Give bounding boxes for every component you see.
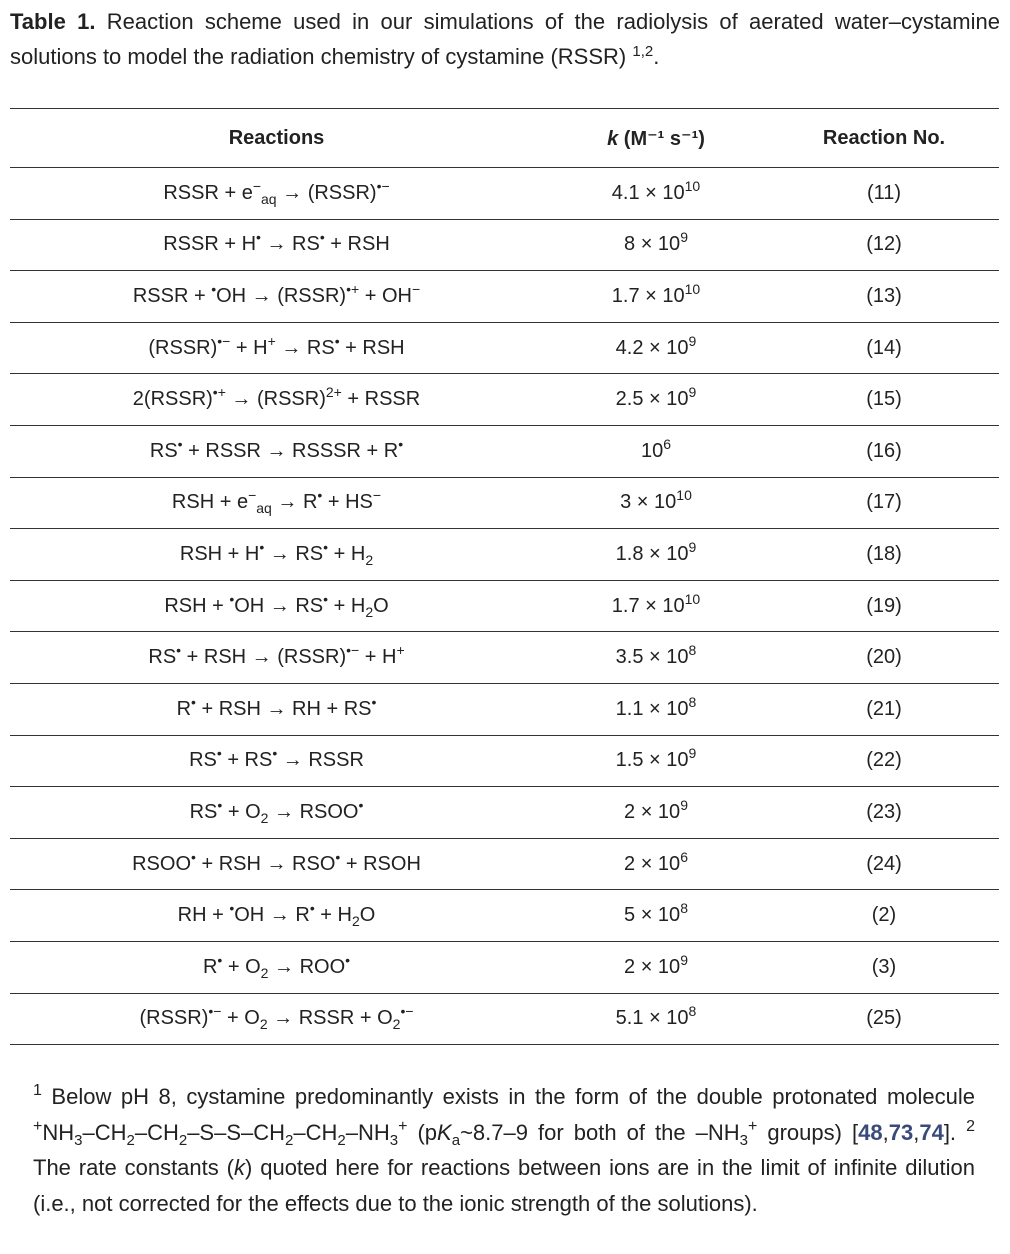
rate-mantissa: 3.5 × 10: [615, 646, 689, 669]
caption-text: Reaction scheme used in our simulations of the radiolysis of aerated water–cystamine solutions to model the radiation chemistry of cystamine (RSSR): [10, 9, 1000, 69]
rate-mantissa: 1.7 × 10: [611, 284, 685, 307]
reaction-number-cell: (12): [769, 219, 999, 271]
rate-exponent: 8: [688, 642, 697, 659]
table-row: [10, 993, 999, 1045]
rate-exponent: 10: [684, 280, 701, 297]
reaction-cell: RS• + RS• → RSSR: [10, 735, 543, 787]
header-k-symbol: k: [607, 127, 619, 150]
rate-constant-cell: [543, 425, 769, 477]
rate-constant-cell: [543, 735, 769, 787]
rate-mantissa: 1.1 × 10: [615, 697, 689, 720]
rate-exponent: 10: [684, 590, 701, 607]
header-rate-constant: [543, 109, 769, 168]
table-row: [10, 322, 999, 374]
rate-exponent: 6: [663, 435, 672, 452]
reaction-cell: R• + RSH → RH + RS•: [10, 683, 543, 735]
rate-constant-cell: [543, 683, 769, 735]
table-row: [10, 941, 999, 993]
rate-exponent: 9: [680, 796, 688, 813]
rate-mantissa: 1.5 × 10: [615, 749, 689, 772]
reaction-number-cell: (2): [769, 890, 999, 942]
rate-exponent: 6: [680, 848, 688, 865]
rate-mantissa: 2 × 10: [624, 955, 681, 978]
header-reactions: Reactions: [10, 109, 543, 168]
rate-mantissa: 1.8 × 10: [615, 542, 689, 565]
table-row: [10, 168, 999, 220]
table-row: [10, 838, 999, 890]
table-footnotes: $^1$ Below pH 8, cystamine predominantly exists in the form of the double protonated molecule $^+NH_3-CH_2-CH_2-S-S-CH_2-CH_2-NH_3^+$ ($pK_a\sim 8.7-9$ for both of the $-NH_3^+$ groups) [48,73,74]. $^2$ The rate constants (k) quoted here for reactions between ions are in the limit of infinite dilution (i.e., not corrected for the effects due to the ionic strength of the solutions).: [33, 1082, 975, 1216]
reaction-cell: (RSSR)•− + H+ → RS• + RSH: [10, 322, 543, 374]
rate-mantissa: 2 × 10: [624, 800, 681, 823]
reaction-cell: RSSR + H• → RS• + RSH: [10, 219, 543, 271]
reaction-number-cell: (20): [769, 632, 999, 684]
reaction-cell: RSH + $^•OH \to RS^• + H_2O$: [10, 580, 543, 632]
table-row: [10, 735, 999, 787]
rate-constant-cell: [543, 890, 769, 942]
table-label: Table 1.: [10, 9, 96, 34]
table-body: [10, 168, 999, 1045]
table-row: [10, 374, 999, 426]
rate-mantissa: 5 × 10: [624, 904, 681, 927]
rate-mantissa: 2.5 × 10: [615, 388, 689, 411]
table-row: [10, 580, 999, 632]
reaction-number-cell: (24): [769, 838, 999, 890]
reaction-number-cell: (13): [769, 271, 999, 323]
reaction-number-cell: (16): [769, 425, 999, 477]
table-row: [10, 477, 999, 529]
header-k-units: (M⁻¹ s⁻¹): [623, 127, 705, 150]
citation-link[interactable]: 48: [858, 1119, 883, 1145]
reaction-cell: RH + $^•OH \to R^• + H_2O$: [10, 890, 543, 942]
reaction-number-cell: (11): [769, 168, 999, 220]
table-row: [10, 890, 999, 942]
rate-exponent: 8: [688, 693, 697, 710]
rate-constant-cell: [543, 941, 769, 993]
reaction-number-cell: (14): [769, 322, 999, 374]
rate-exponent: 10: [676, 487, 692, 504]
reaction-cell: $RS^• + O_2$ → RSOO•: [10, 787, 543, 839]
rate-constant-cell: [543, 322, 769, 374]
rate-mantissa: 5.1 × 10: [615, 1007, 689, 1030]
rate-mantissa: 8 × 10: [624, 233, 681, 256]
reaction-number-cell: (23): [769, 787, 999, 839]
rate-exponent: 10: [684, 177, 701, 194]
rate-constant-cell: [543, 477, 769, 529]
reaction-number-cell: (22): [769, 735, 999, 787]
rate-exponent: 9: [680, 951, 688, 968]
rate-mantissa: 3 × 10: [620, 491, 677, 514]
rate-constant-cell: [543, 632, 769, 684]
table-header-row: [10, 109, 999, 168]
reaction-cell: RS• + RSH → (RSSR)•− + H+: [10, 632, 543, 684]
rate-exponent: 9: [688, 384, 697, 401]
citation-link[interactable]: 73: [888, 1119, 914, 1145]
caption-note-marks: 1,2: [632, 43, 654, 60]
rate-exponent: 8: [688, 1003, 697, 1020]
rate-mantissa: 4.1 × 10: [611, 181, 685, 204]
header-reaction-number: Reaction No.: [769, 109, 999, 168]
table-row: [10, 683, 999, 735]
rate-constant-cell: [543, 993, 769, 1045]
reaction-cell: RSSR + $e^-_{aq}$ → (RSSR)•−: [10, 168, 543, 220]
rate-constant-cell: [543, 168, 769, 220]
rate-constant-cell: [543, 787, 769, 839]
table-caption: [10, 4, 1000, 74]
reaction-cell: (RSSR)•− + $O_2$ → RSSR + $O_2^{•-}$: [10, 993, 543, 1045]
rate-mantissa: 1.7 × 10: [611, 594, 685, 617]
caption-end: .: [653, 44, 660, 69]
rate-mantissa: 4.2 × 10: [615, 336, 689, 359]
table-row: [10, 529, 999, 581]
reaction-number-cell: (21): [769, 683, 999, 735]
reaction-cell: RSH + $e^-_{aq} \to R^• + HS^-$: [10, 477, 543, 529]
rate-constant-cell: [543, 838, 769, 890]
rate-constant-cell: [543, 271, 769, 323]
rate-constant-cell: [543, 580, 769, 632]
rate-mantissa: 2 × 10: [624, 852, 681, 875]
rate-constant-cell: [543, 529, 769, 581]
rate-exponent: 9: [688, 745, 697, 762]
reaction-cell: 2(RSSR)•+ → (RSSR)$^{2+}$ + RSSR: [10, 374, 543, 426]
reaction-cell: $R^• + O_2 \to ROO^•$: [10, 941, 543, 993]
rate-exponent: 8: [680, 900, 688, 917]
table-row: [10, 632, 999, 684]
reaction-table: [10, 108, 999, 1045]
table-row: [10, 425, 999, 477]
reaction-number-cell: (15): [769, 374, 999, 426]
table-row: [10, 219, 999, 271]
reaction-number-cell: (3): [769, 941, 999, 993]
reaction-number-cell: (18): [769, 529, 999, 581]
table-row: [10, 271, 999, 323]
rate-constant-cell: [543, 374, 769, 426]
citation-link[interactable]: 74: [919, 1119, 944, 1145]
rate-exponent: 9: [688, 332, 697, 349]
reaction-cell: RS• + RSSR → RSSSR + R•: [10, 425, 543, 477]
rate-exponent: 9: [680, 229, 688, 246]
rate-mantissa: 10: [640, 439, 664, 462]
reaction-cell: RSH + $H^• \to RS^• + H_2$: [10, 529, 543, 581]
reaction-cell: RSOO• + RSH → RSO• + RSOH: [10, 838, 543, 890]
reaction-cell: RSSR + •OH → (RSSR)•+ + OH−: [10, 271, 543, 323]
table-row: [10, 787, 999, 839]
rate-exponent: 9: [688, 538, 697, 555]
reaction-number-cell: (17): [769, 477, 999, 529]
reaction-number-cell: (25): [769, 993, 999, 1045]
rate-constant-cell: [543, 219, 769, 271]
reaction-number-cell: (19): [769, 580, 999, 632]
